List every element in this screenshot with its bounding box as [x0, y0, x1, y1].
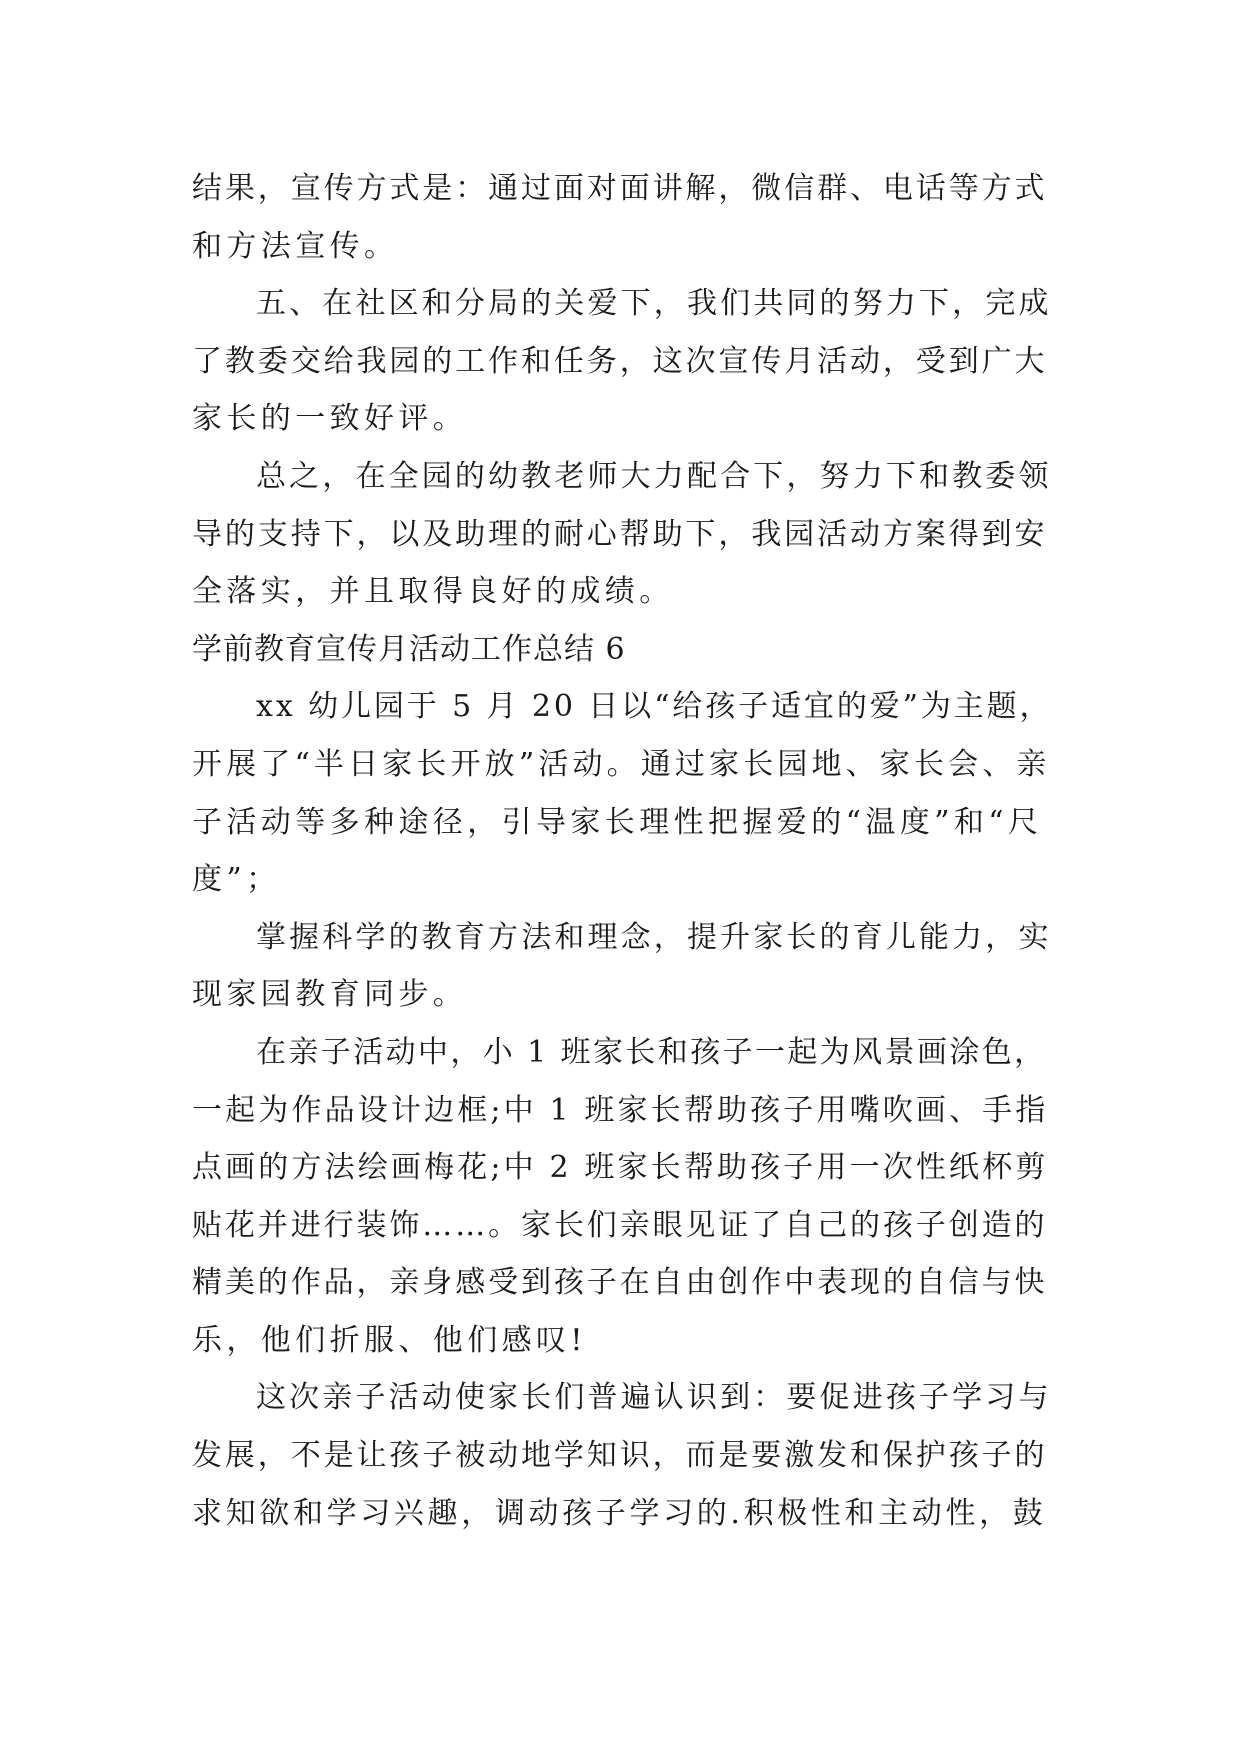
text-line: 精美的作品，亲身感受到孩子在自由创作中表现的自信与快	[192, 1265, 1048, 1301]
text-line: 贴花并进行装饰……。家长们亲眼见证了自己的孩子创造的	[192, 1207, 1048, 1243]
text-line: 这次亲子活动使家长们普遍认识到：要促进孩子学习与	[256, 1380, 1052, 1416]
text-line: 开展了“半日家长开放”活动。通过家长园地、家长会、亲	[192, 746, 1051, 782]
text-line: 总之，在全园的幼教老师大力配合下，努力下和教委领	[256, 458, 1052, 494]
text-line: 全落实，并且取得良好的成绩。	[192, 574, 674, 610]
text-line: 子活动等多种途径，引导家长理性把握爱的“温度”和“尺	[192, 804, 1043, 840]
document-body	[192, 160, 1052, 1542]
text-line: 度”；	[192, 862, 281, 898]
text-line: 点画的方法绘画梅花;中 2 班家长帮助孩子用一次性纸杯剪	[192, 1150, 1049, 1186]
text-line: xx 幼儿园于 5 月 20 日以“给孩子适宜的爱”为主题，	[256, 689, 1053, 725]
text-line: 一起为作品设计边框;中 1 班家长帮助孩子用嘴吹画、手指	[192, 1092, 1049, 1128]
text-line: 在亲子活动中，小 1 班家长和孩子一起为风景画涂色，	[256, 1034, 1047, 1070]
text-line: 结果，宣传方式是：通过面对面讲解，微信群、电话等方式	[192, 171, 1048, 206]
text-line: 现家园教育同步。	[192, 977, 468, 1013]
text-line: 家长的一致好评。	[192, 401, 468, 437]
text-line: 掌握科学的教育方法和理念，提升家长的育儿能力，实	[256, 919, 1052, 955]
text-line: 求知欲和学习兴趣，调动孩子学习的.积极性和主动性，鼓	[192, 1495, 1047, 1531]
text-line: 发展，不是让孩子被动地学知识，而是要激发和保护孩子的	[192, 1438, 1048, 1474]
text-line: 乐，他们折服、他们感叹!	[192, 1322, 587, 1358]
section-heading: 学前教育宣传月活动工作总结 6	[192, 631, 626, 667]
text-line: 导的支持下，以及助理的耐心帮助下，我园活动方案得到安	[192, 516, 1048, 552]
text-line: 五、在社区和分局的关爱下，我们共同的努力下，完成	[256, 286, 1052, 322]
text-line: 了教委交给我园的工作和任务，这次宣传月活动，受到广大	[192, 343, 1048, 379]
text-line: 和方法宣传。	[192, 228, 399, 264]
